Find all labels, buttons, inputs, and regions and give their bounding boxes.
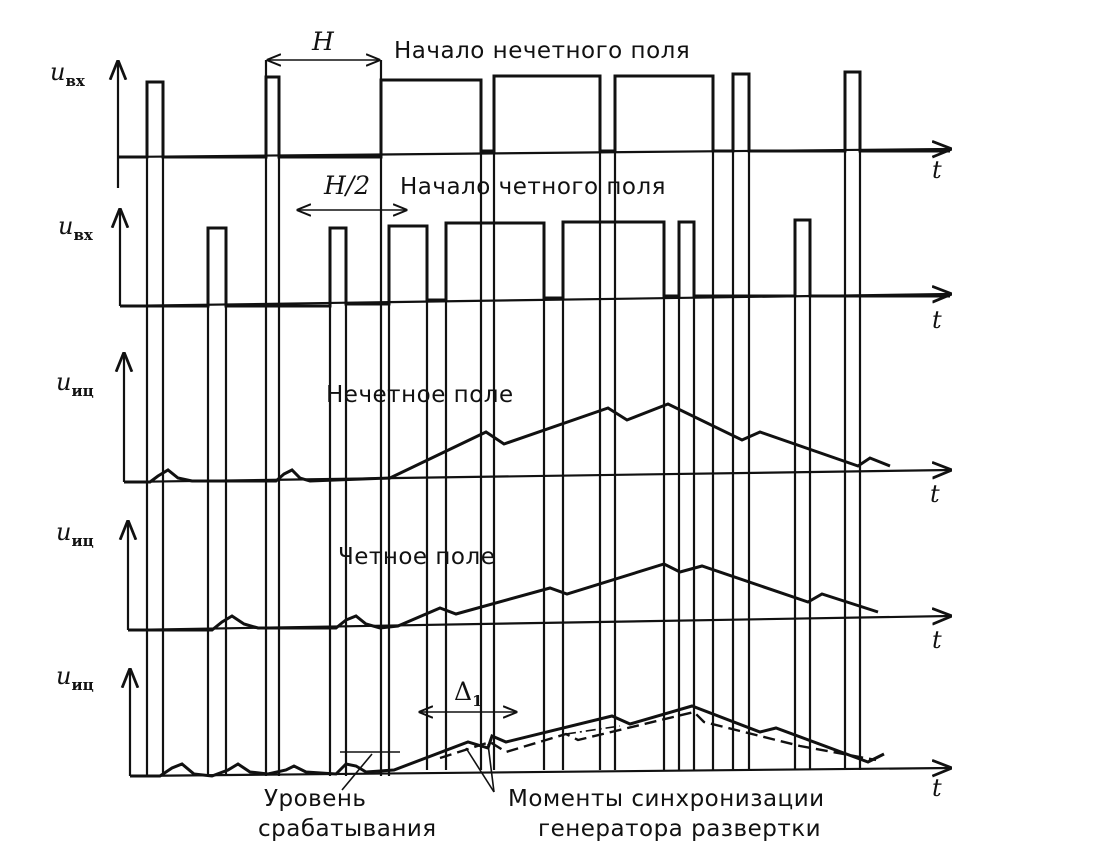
interval-h-half-label: H/2 <box>324 171 371 200</box>
y-axis-labels <box>50 58 94 694</box>
annotations <box>258 744 825 842</box>
t-label-panel-1: t <box>932 156 942 184</box>
waveform-integrator-odd <box>124 404 890 482</box>
y-label-panel-3: uиц <box>56 368 94 400</box>
sync-moments-label-line2: генератора развертки <box>538 816 822 842</box>
y-label-panel-2: uвх <box>58 212 93 244</box>
interval-h <box>268 27 379 60</box>
interval-h-label: H <box>312 27 334 56</box>
t-label-panel-4: t <box>932 626 942 654</box>
interval-delta-label: Δ1 <box>454 677 483 710</box>
trigger-level-label-line1: Уровень <box>264 786 367 812</box>
caption-even-field: Четное поле <box>338 544 496 570</box>
waveform-integrator-combined <box>130 706 884 776</box>
vertical-sync-lines <box>147 60 860 776</box>
axes <box>118 62 950 776</box>
caption-odd-field: Нечетное поле <box>326 382 514 408</box>
sync-moments-label-line1: Моменты синхронизации <box>508 786 825 812</box>
interval-delta <box>420 677 516 712</box>
y-label-panel-5: uиц <box>56 662 94 694</box>
waveform-input-even <box>120 220 950 306</box>
caption-even-field-start: Начало четного поля <box>400 174 667 200</box>
trigger-level-label-line2: срабатывания <box>258 816 437 842</box>
y-label-panel-4: uиц <box>56 518 94 550</box>
t-label-panel-2: t <box>932 306 942 334</box>
y-label-panel-1: uвх <box>50 58 85 90</box>
t-label-panel-5: t <box>932 774 942 802</box>
waveform-input-odd <box>118 72 950 157</box>
caption-odd-field-start: Начало нечетного поля <box>394 38 691 64</box>
x-axis-panel-4 <box>128 616 950 630</box>
interval-h-half <box>298 171 406 210</box>
time-labels <box>930 156 942 802</box>
t-label-panel-3: t <box>930 480 940 508</box>
